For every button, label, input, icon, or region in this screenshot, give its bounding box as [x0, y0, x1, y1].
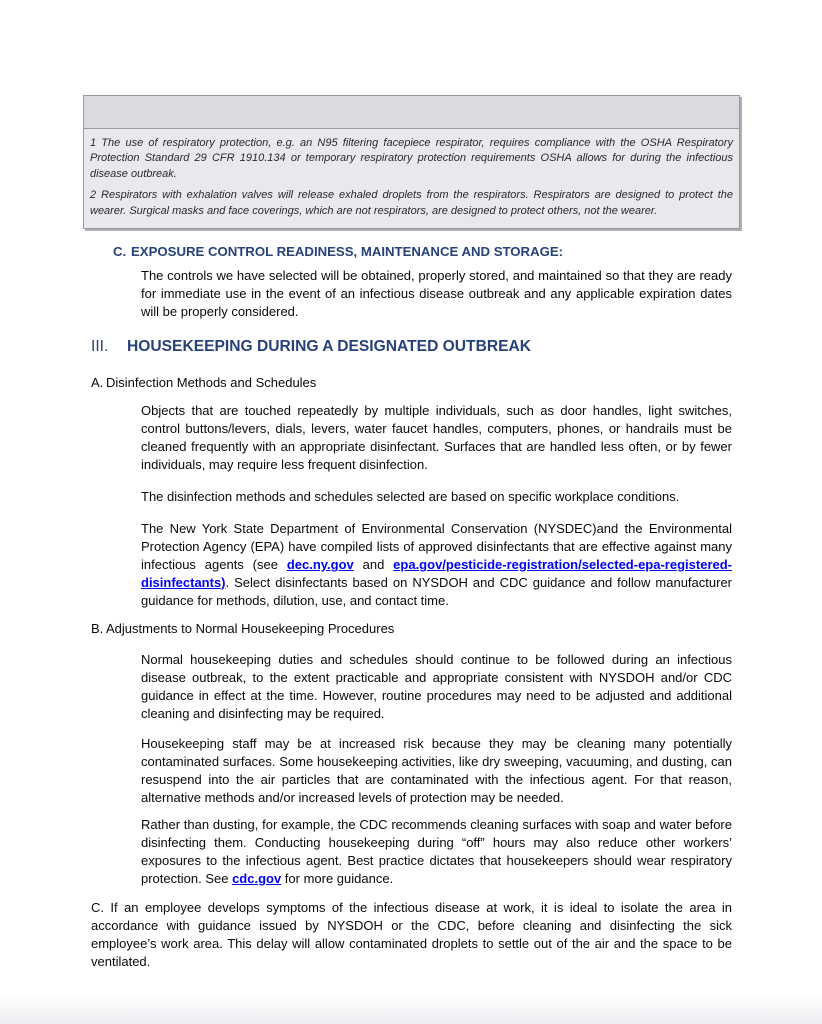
section-c-number: C. [113, 244, 127, 259]
epa-disinfectants-link[interactable]: epa.gov/pesticide-registration/selected-epa-registered-disinfectants) [141, 557, 732, 590]
cdc-gov-link[interactable]: cdc.gov [232, 871, 282, 886]
page-bottom-edge [0, 998, 822, 1024]
section-iii-title: HOUSEKEEPING DURING A DESIGNATED OUTBREAK [127, 338, 532, 355]
item-a-paragraph-3 [141, 520, 732, 610]
item-b-paragraph-3 [141, 816, 732, 888]
footnote-area [84, 129, 739, 228]
item-a-paragraph-2: The disinfection methods and schedules selected are based on specific workplace conditions. [141, 489, 680, 504]
table-header-band [84, 96, 739, 129]
item-b-paragraph-2: Housekeeping staff may be at increased risk because they may be cleaning many potentially contaminated surfaces. Some housekeeping activities, like dry sweeping, vacuuming, and dusting, can resuspend into the air particles that are contaminated with the infectious agent. For that reason, alternative methods and/or increased levels of protection may be needed. [141, 736, 732, 805]
paragraph-text: . Select disinfectants based on NYSDOH and CDC guidance and follow manufacturer guidance for methods, dilution, use, and contact time. [141, 575, 732, 608]
item-c-paragraph: C. If an employee develops symptoms of the infectious disease at work, it is ideal to isolate the area in accordance with guidance issued by NYSDOH or the CDC, before cleaning and disinfecting the sick employee’s work area. This delay will allow contaminated droplets to settle out of the air and the space to be ventilated. [91, 900, 732, 969]
item-b-label: B. [91, 621, 104, 636]
section-c-paragraph: The controls we have selected will be obtained, properly stored, and maintained so that they are ready for immediate use in the event of an infectious disease outbreak and any applicable expiration dates will be properly considered. [141, 268, 732, 319]
section-iii-number: III. [91, 338, 109, 355]
item-a-title: Disinfection Methods and Schedules [106, 375, 317, 390]
section-c-heading [113, 244, 563, 259]
item-b-paragraph-1: Normal housekeeping duties and schedules should continue to be followed during an infectious disease outbreak, to the extent practicable and appropriate consistent with NYSDOH and/or CDC guidance in effect at the time. However, routine procedures may need to be adjusted and additional cleaning and disinfecting may be required. [141, 652, 732, 721]
paragraph-text: The New York State Department of Environmental Conservation (NYSDEC)and the Environmental Protection Agency (EPA) have compiled lists of approved disinfectants that are effective against many infectious agents (see [141, 521, 732, 572]
item-a-heading [91, 375, 316, 390]
footnote-box [83, 95, 740, 229]
section-c-title: EXPOSURE CONTROL READINESS, MAINTENANCE AND STORAGE: [131, 244, 564, 259]
paragraph-text: and [353, 557, 394, 572]
item-a-paragraph-1: Objects that are touched repeatedly by multiple individuals, such as door handles, light switches, control buttons/levers, dials, levers, water faucet handles, computers, phones, or handrails must be cleaned frequently with an appropriate disinfectant. Surfaces that are handled less often, or by fewer individuals, may require less frequent disinfection. [141, 403, 732, 472]
paragraph-text: Rather than dusting, for example, the CDC recommends cleaning surfaces with soap and water before disinfecting them. Conducting housekeeping during “off” hours may also reduce other workers’ exposures to the infectious agent. Best practice dictates that housekeepers should wear respiratory protection. See [141, 817, 732, 886]
section-iii-heading [91, 338, 531, 356]
item-a-label: A. [91, 375, 104, 390]
item-b-title: Adjustments to Normal Housekeeping Procedures [106, 621, 395, 636]
footnote-2: 2 Respirators with exhalation valves will release exhaled droplets from the respirators. Respirators are designed to protect the wearer. Surgical masks and face coverings, which are not respirators, are designed to protect others, not the wearer. [90, 189, 733, 217]
paragraph-text: for more guidance. [281, 871, 394, 886]
item-b-heading [91, 621, 394, 636]
dec-ny-gov-link[interactable]: dec.ny.gov [286, 557, 354, 572]
footnote-1: 1 The use of respiratory protection, e.g. an N95 filtering facepiece respirator, requires compliance with the OSHA Respiratory Protection Standard 29 CFR 1910.134 or temporary respiratory protection requirements OSHA allows for during the infectious disease outbreak. [90, 137, 733, 180]
